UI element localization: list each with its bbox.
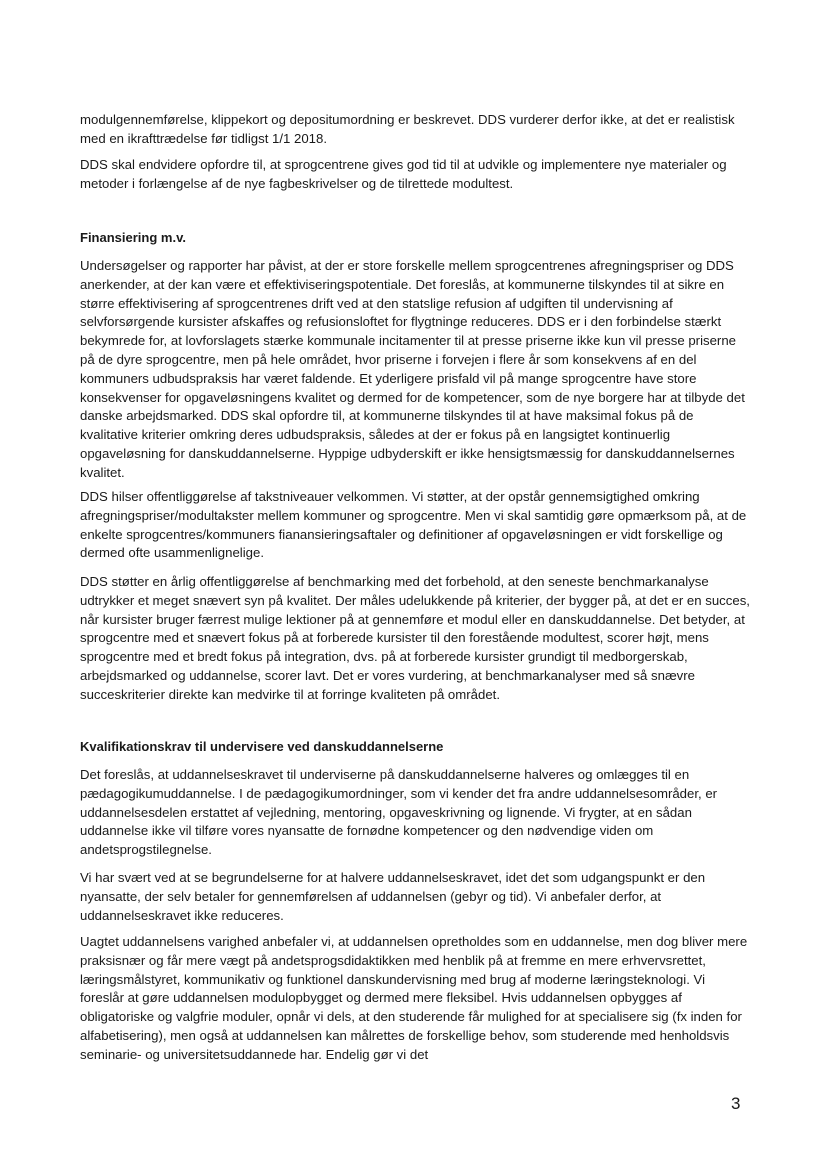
kvalifikation-paragraph-1: Det foreslås, at uddannelseskravet til underviserne på danskuddannelserne halveres og omlægges til en pædagogikumuddannelse. I de pædagogikumordninger, som vi kender det fra andre uddannelsesområder, er uddannelsesdelen erstattet af vejledning, mentoring, opgaveskrivning og lignende. Vi frygter, at en sådan uddannelse ikke vil tilføre vores nyansatte de fornødne kompetencer og den nødvendige viden om andetsprogstilegnelse.	[80, 767, 718, 858]
intro-paragraph-1: modulgennemførelse, klippekort og depositumordning er beskrevet. DDS vurderer derfor ikke, at det er realistisk med en ikrafttrædelse før tidligst 1/1 2018.	[80, 112, 735, 146]
section-heading-kvalifikationskrav: Kvalifikationskrav til undervisere ved danskuddannelserne	[80, 739, 444, 754]
finansiering-paragraph-1: Undersøgelser og rapporter har påvist, at der er store forskelle mellem sprogcentrenes afregningspriser og DDS anerkender, at der kan være et effektiviseringspotentiale. Det foreslås, at kommunerne tilskyndes til at sikre en større effektivisering af sprogcentrenes drift ved at den statslige refusion af udgiften til undervisning af selvforsørgende kursister afskaffes og refusionsloftet for flygtninge reduceres. DDS er i den forbindelse stærkt bekymrede for, at lovforslagets stærke kommunale incitamenter til at presse priserne ikke kun vil presse priserne på de dyre sprogcentre, men på hele området, hvor priserne i forvejen i flere år som konsekvens af en del kommuners udbudspraksis har været faldende. Et yderligere prisfald vil på mange sprogcentre have store konsekvenser for opgaveløsningens kvalitet og dermed for de kompetencer, som de nye borgere har at tilbyde det danske arbejdsmarked. DDS skal opfordre til, at kommunerne tilskyndes til at have maksimal fokus på de kvalitative kriterier omkring deres udbudspraksis, således at der er fokus på en langsigtet kontinuerlig opgaveløsning for danskuddannelserne. Hyppige udbyderskift er ikke hensigtsmæssig for danskuddannelsernes kvalitet.	[80, 258, 745, 480]
kvalifikation-paragraph-2: Vi har svært ved at se begrundelserne for at halvere uddannelseskravet, idet det som udgangspunkt er den nyansatte, der selv betaler for gennemførelsen af uddannelsen (gebyr og tid). Vi anbefaler derfor, at uddannelseskravet ikke reduceres.	[80, 870, 706, 923]
intro-paragraph-2: DDS skal endvidere opfordre til, at sprogcentrene gives god tid til at udvikle og implementere nye materialer og metoder i forlængelse af de nye fagbeskrivelser og de tilrettede modultest.	[80, 157, 727, 191]
section-heading-finansiering: Finansiering m.v.	[80, 230, 186, 245]
kvalifikation-paragraph-3: Uagtet uddannelsens varighed anbefaler vi, at uddannelsen opretholdes som en uddannelse, men dog bliver mere praksisnær og får mere vægt på andetsprogsdidaktikken med henblik på at fremme en mere erhvervsrettet, læringsmålstyret, kommunikativ og funktionel danskundervisning med brug af moderne læringsteknologi. Vi foreslår at gøre uddannelsen modulopbygget og dermed mere fleksibel. Hvis uddannelsen opbygges af obligatoriske og valgfrie moduler, opnår vi dels, at den studerende får mulighed for at specialisere sig (fx inden for alfabetisering), men også at uddannelsen kan målrettes de forskellige behov, som studerende med henholdsvis seminarie- og universitetsuddannede har. Endelig gør vi det	[80, 934, 748, 1062]
page-number: 3	[731, 1094, 741, 1113]
finansiering-paragraph-2: DDS hilser offentliggørelse af takstniveauer velkommen. Vi støtter, at der opstår gennemsigtighed omkring afregningspriser/modultakster mellem kommuner og sprogcentre. Men vi skal samtidig gøre opmærksom på, at de enkelte sprogcentres/kommuners fianansieringsaftaler og definitioner af opgaveløsningen er vidt forskellige og dermed ofte usammenlignelige.	[80, 489, 747, 561]
finansiering-paragraph-3: DDS støtter en årlig offentliggørelse af benchmarking med det forbehold, at den seneste benchmarkanalyse udtrykker et meget snævert syn på kvalitet. Der måles udelukkende på kriterier, der bygger på, at det er en succes, når kursister bruger færrest mulige lektioner på at gennemføre et modul eller en danskuddannelse. Det betyder, at sprogcentre med et snævert fokus på at forberede kursister til den forestående modultest, scorer højt, mens sprogcentre med et bredt fokus på integration, dvs. på at forberede kursister grundigt til medborgerskab, arbejdsmarked og uddannelse, scorer lavt. Det er vores vurdering, at benchmarkanalyser med så snævre succeskriterier direkte kan medvirke til at forringe kvaliteten på området.	[80, 574, 750, 702]
